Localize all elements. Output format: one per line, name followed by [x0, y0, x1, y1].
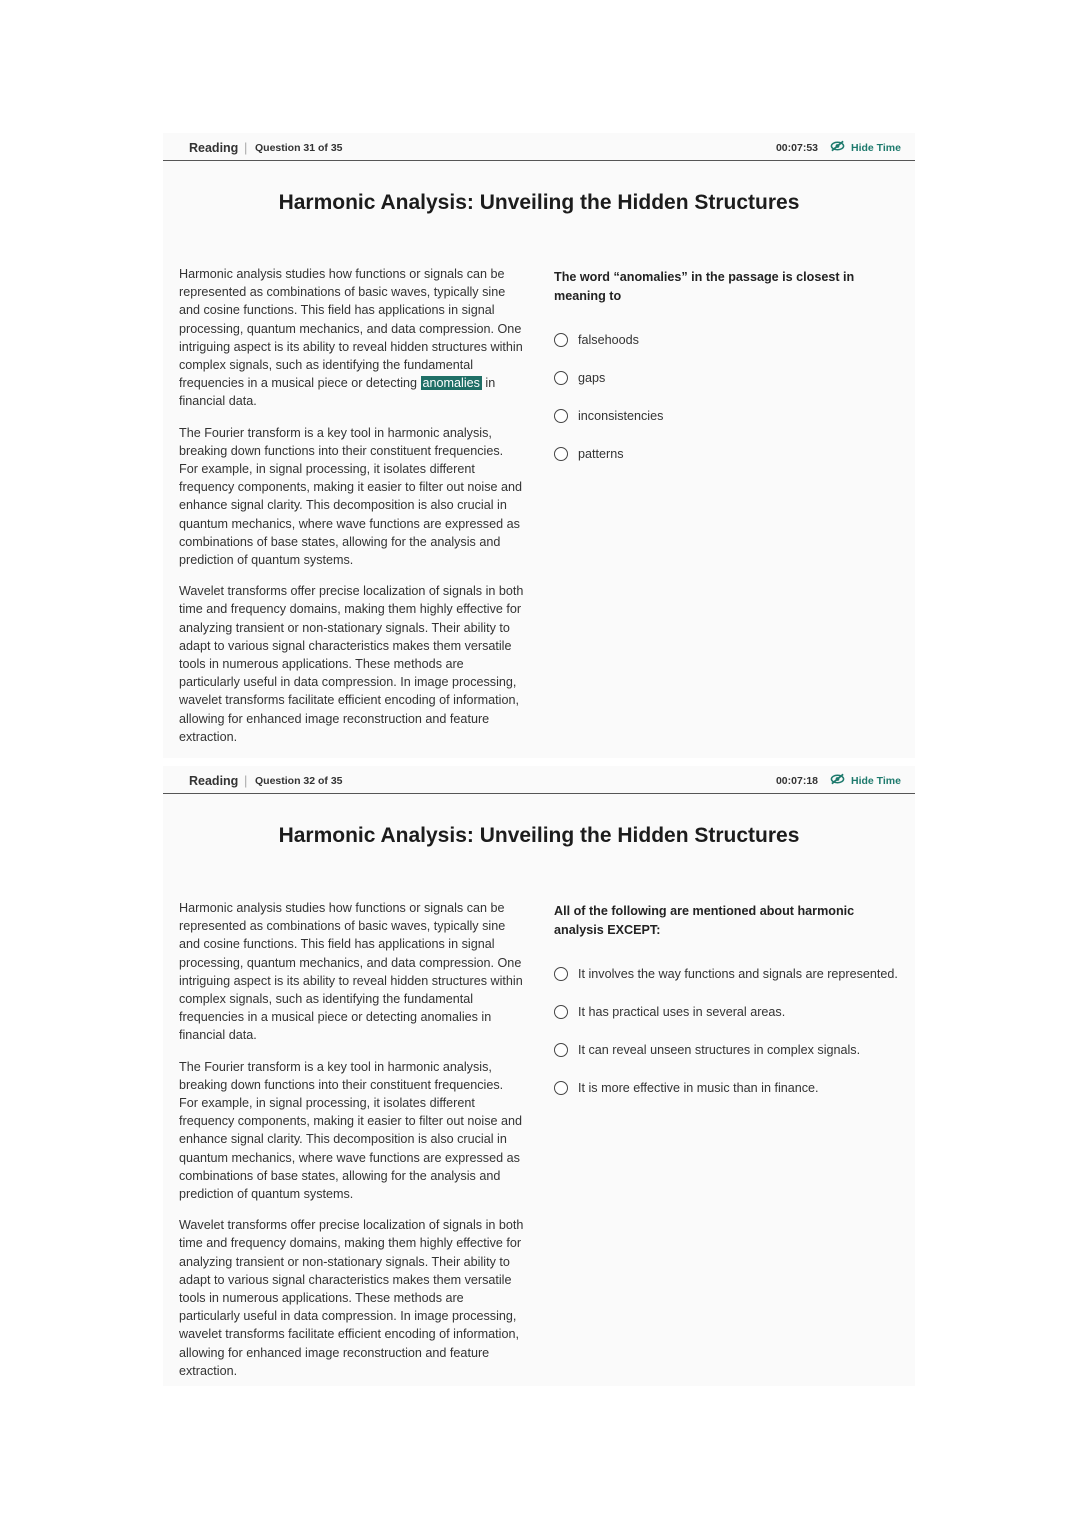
passage-paragraph-2: The Fourier transform is a key tool in harmonic analysis, breaking down functions into their constituent frequencies. For example, in signal processing, it isolates different frequency components, making it easier to filter out noise and enhance signal clarity. This decomposition is also crucial in quantum mechanics, where wave functions are expressed as combinations of base states, allowing for the analysis and prediction of quantum systems.	[179, 425, 523, 568]
radio-button[interactable]	[554, 1005, 568, 1019]
question-counter: Question 31 of 35	[255, 142, 343, 154]
section-label: Reading	[189, 774, 239, 788]
passage-text: in financial data.	[179, 376, 496, 409]
option-label: falsehoods	[578, 333, 639, 347]
top-bar	[163, 766, 915, 794]
question-panel	[554, 902, 899, 1107]
option-label: It has practical uses in several areas.	[578, 1005, 786, 1019]
question-prompt: The word “anomalies” in the passage is closest in meaning to	[554, 270, 855, 303]
option-label: It can reveal unseen structures in complex signals.	[578, 1043, 861, 1057]
radio-button[interactable]	[554, 371, 568, 385]
reading-passage	[179, 265, 525, 759]
question-counter: Question 32 of 35	[255, 775, 343, 787]
radio-button[interactable]	[554, 1081, 568, 1095]
passage-text: Harmonic analysis studies how functions or signals can be represented as combinations of basic waves, typically sine and cosine functions. This field has applications in signal processing, quantum mechanics, and data compression. One intriguing aspect is its ability to reveal hidden structures within complex signals, such as identifying the fundamental frequencies in a musical piece or detecting	[179, 267, 523, 391]
option-label: It is more effective in music than in finance.	[578, 1081, 819, 1095]
radio-button[interactable]	[554, 409, 568, 423]
option-label: inconsistencies	[578, 409, 664, 423]
answer-option[interactable]	[554, 435, 899, 473]
header-separator: |	[244, 773, 248, 788]
answer-option[interactable]	[554, 359, 899, 397]
timer: 00:07:18	[775, 775, 818, 787]
eye-slash-icon[interactable]	[830, 773, 845, 785]
answer-option[interactable]	[554, 1031, 899, 1069]
passage-paragraph-1	[179, 265, 525, 411]
hide-time-button[interactable]: Hide Time	[851, 775, 901, 787]
radio-button[interactable]	[554, 1043, 568, 1057]
option-label: gaps	[578, 371, 606, 385]
hide-time-button[interactable]: Hide Time	[851, 142, 901, 154]
timer: 00:07:53	[775, 142, 818, 154]
top-bar	[163, 133, 915, 161]
option-label: patterns	[578, 447, 624, 461]
question-screen-32	[163, 766, 915, 1386]
passage-paragraph-2: The Fourier transform is a key tool in harmonic analysis, breaking down functions into their constituent frequencies. For example, in signal processing, it isolates different frequency components, making it easier to filter out noise and enhance signal clarity. This decomposition is also crucial in quantum mechanics, where wave functions are expressed as combinations of base states, allowing for the analysis and prediction of quantum systems.	[179, 1059, 523, 1202]
passage-title: Harmonic Analysis: Unveiling the Hidden Structures	[278, 191, 800, 214]
answer-option[interactable]	[554, 321, 899, 359]
radio-button[interactable]	[554, 447, 568, 461]
answer-options	[554, 321, 899, 473]
question-panel	[554, 268, 899, 473]
radio-button[interactable]	[554, 333, 568, 347]
question-screen-31	[163, 133, 915, 758]
answer-options	[554, 955, 899, 1107]
answer-option[interactable]	[554, 993, 899, 1031]
reading-passage	[179, 899, 525, 1393]
answer-option[interactable]	[554, 1069, 899, 1107]
passage-paragraph-1: Harmonic analysis studies how functions or signals can be represented as combinations of basic waves, typically sine and cosine functions. This field has applications in signal processing, quantum mechanics, and data compression. One intriguing aspect is its ability to reveal hidden structures within complex signals, such as identifying the fundamental frequencies in a musical piece or detecting anomalies in financial data.	[179, 901, 523, 1043]
header-separator: |	[244, 140, 248, 155]
eye-slash-icon[interactable]	[830, 140, 845, 152]
answer-option[interactable]	[554, 955, 899, 993]
highlighted-word: anomalies	[422, 376, 480, 391]
passage-title: Harmonic Analysis: Unveiling the Hidden Structures	[278, 824, 800, 847]
passage-paragraph-3: Wavelet transforms offer precise localization of signals in both time and frequency domains, making them highly effective for analyzing transient or non-stationary signals. Their ability to adapt to various signal characteristics makes them versatile tools in numerous applications. These methods are particularly useful in data compression. In image processing, wavelet transforms facilitate efficient encoding of information, allowing for enhanced image reconstruction and feature extraction.	[179, 584, 524, 744]
passage-paragraph-3: Wavelet transforms offer precise localization of signals in both time and frequency domains, making them highly effective for analyzing transient or non-stationary signals. Their ability to adapt to various signal characteristics makes them versatile tools in numerous applications. These methods are particularly useful in data compression. In image processing, wavelet transforms facilitate efficient encoding of information, allowing for enhanced image reconstruction and feature extraction.	[179, 1218, 524, 1378]
radio-button[interactable]	[554, 967, 568, 981]
answer-option[interactable]	[554, 397, 899, 435]
question-prompt: All of the following are mentioned about harmonic analysis EXCEPT:	[554, 904, 855, 937]
section-label: Reading	[189, 141, 239, 155]
option-label: It involves the way functions and signals are represented.	[578, 967, 898, 981]
